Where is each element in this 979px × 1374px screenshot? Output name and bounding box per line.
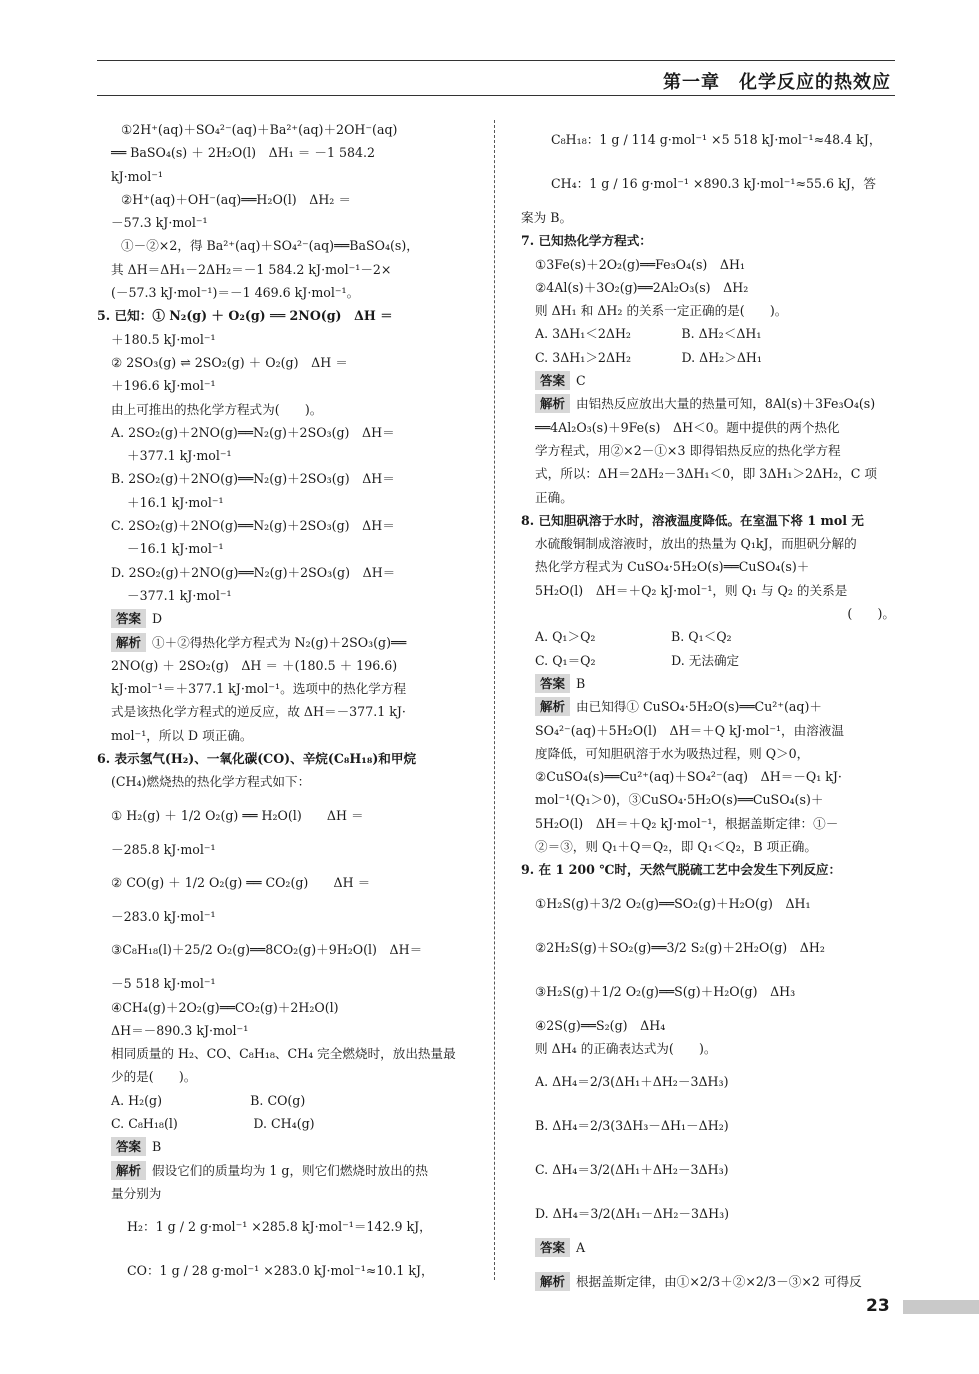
text-line: 热化学方程式为 CuSO₄·5H₂O(s)══CuSO₄(s)＋ <box>535 559 810 575</box>
page-number-bar <box>903 1300 979 1314</box>
equation-3: ③C₈H₁₈(l)＋25/2 O₂(g)══8CO₂(g)＋9H₂O(l) ΔH＝ <box>111 942 423 958</box>
text-line: 式，所以：ΔH＝2ΔH₂－3ΔH₁＜0，即 3ΔH₁＞2ΔH₂，C 项 <box>535 466 878 482</box>
answer-value: C <box>576 373 586 389</box>
text-line: kJ·mol⁻¹＝＋377.1 kJ·mol⁻¹。选项中的热化学方程 <box>111 681 407 697</box>
text-line: kJ·mol⁻¹ <box>111 168 163 184</box>
text-line: ②＝③，则 Q₁＋Q＝Q₂，即 Q₁＜Q₂，B 项正确。 <box>535 839 817 855</box>
calc-c8h18: C₈H₁₈：1 g / 114 g·mol⁻¹ ×5 518 kJ·mol⁻¹≈48.4 kJ， <box>551 132 882 147</box>
text-line: 学方程式，用②×2－①×3 即得铝热反应的热化学方程 <box>535 442 841 458</box>
text-line: ②H⁺(aq)＋OH⁻(aq)══H₂O(l) ΔH₂ ＝ <box>121 191 351 207</box>
answer-row <box>97 1135 481 1158</box>
text-line: (－57.3 kJ·mol⁻¹)＝－1 469.6 kJ·mol⁻¹。 <box>111 285 360 301</box>
answer-value: A <box>576 1240 586 1256</box>
text-line: ②CuSO₄(s)══Cu²⁺(aq)＋SO₄²⁻(aq) ΔH＝－Q₁ kJ· <box>535 769 842 785</box>
options-cd: C. 3ΔH₁＞2ΔH₂ D. ΔH₂＞ΔH₁ <box>535 349 762 365</box>
question-9: 9. 在 1 200 ℃时，天然气脱硫工艺中会发生下列反应： <box>521 862 842 878</box>
text-line: ①2H⁺(aq)＋SO₄²⁻(aq)＋Ba²⁺(aq)＋2OH⁻(aq) <box>121 122 398 137</box>
calc-h2: H₂：1 g / 2 g·mol⁻¹ ×285.8 kJ·mol⁻¹＝142.9 kJ， <box>127 1219 432 1235</box>
text-line: 水硫酸铜制成溶液时，放出的热量为 Q₁kJ，而胆矾分解的 <box>535 536 857 552</box>
answer-value: B <box>576 675 586 691</box>
options-cd: C. Q₁＝Q₂ D. 无法确定 <box>535 652 740 668</box>
text-line: －283.0 kJ·mol⁻¹ <box>111 908 216 924</box>
analysis-row <box>521 695 895 718</box>
header-top-rule <box>97 60 895 61</box>
text-line: －285.8 kJ·mol⁻¹ <box>111 841 216 857</box>
text-line: mol⁻¹(Q₁＞0)，③CuSO₄·5H₂O(s)══CuSO₄(s)＋ <box>535 792 824 808</box>
equation-4: ④2S(g)══S₂(g) ΔH₄ <box>535 1017 666 1033</box>
column-divider <box>494 120 495 1280</box>
option-b: B. 2SO₂(g)＋2NO(g)══N₂(g)＋2SO₃(g) ΔH＝ <box>111 471 395 487</box>
equation-1: ① H₂(g) ＋ 1/2 O₂(g) ══ H₂O(l) ΔH ＝ <box>111 807 364 823</box>
text-line: ②4Al(s)＋3O₂(g)══2Al₂O₃(s) ΔH₂ <box>535 279 749 295</box>
answer-badge: 答案 <box>535 1238 570 1257</box>
options-ab: A. 3ΔH₁＜2ΔH₂ B. ΔH₂＜ΔH₁ <box>535 326 762 342</box>
option-d: D. ΔH₄＝3/2(ΔH₁－ΔH₂－3ΔH₃) <box>535 1206 730 1222</box>
answer-badge: 答案 <box>111 1137 146 1156</box>
option-c: C. 2SO₂(g)＋2NO(g)══N₂(g)＋2SO₃(g) ΔH＝ <box>111 518 395 534</box>
answer-blank: ( )。 <box>847 606 895 622</box>
options-ab: A. H₂(g) B. CO(g) <box>111 1092 306 1108</box>
analysis-text: 由已知得① CuSO₄·5H₂O(s)══Cu²⁺(aq)＋ <box>576 699 822 715</box>
equation-1: ①H₂S(g)＋3/2 O₂(g)══SO₂(g)＋H₂O(g) ΔH₁ <box>535 895 811 911</box>
analysis-badge: 解析 <box>111 633 146 652</box>
equation-4: ④CH₄(g)＋2O₂(g)══CO₂(g)＋2H₂O(l) <box>111 999 339 1015</box>
text-line: 相同质量的 H₂、CO、C₈H₁₈、CH₄ 完全燃烧时，放出热量最 <box>111 1046 456 1062</box>
left-column <box>97 118 481 1293</box>
text-line: 2NO(g) ＋ 2SO₂(g) ΔH ＝ ＋(180.5 ＋ 196.6) <box>111 657 398 673</box>
answer-row <box>521 369 895 392</box>
answer-badge: 答案 <box>535 371 570 390</box>
answer-value: D <box>152 611 163 627</box>
analysis-text: ①＋②得热化学方程式为 N₂(g)＋2SO₃(g)══ <box>152 634 407 650</box>
answer-value: B <box>152 1139 162 1155</box>
analysis-row <box>521 1260 895 1304</box>
page-number: 23 <box>866 1296 890 1316</box>
text-line: ══ BaSO₄(s) ＋ 2H₂O(l) ΔH₁ ＝ －1 584.2 <box>111 145 376 161</box>
analysis-badge: 解析 <box>535 697 570 716</box>
text-line: ＋377.1 kJ·mol⁻¹ <box>127 448 232 464</box>
text-line: 少的是( )。 <box>111 1069 197 1085</box>
question-6: 6. 表示氢气(H₂)、一氧化碳(CO)、辛烷(C₈H₁₈)和甲烷 <box>97 751 417 767</box>
text-line: 正确。 <box>535 489 573 505</box>
equation-3: ③H₂S(g)＋1/2 O₂(g)══S(g)＋H₂O(g) ΔH₃ <box>535 983 796 999</box>
text-line: ＋196.6 kJ·mol⁻¹ <box>111 378 216 394</box>
text-line: 式是该热化学方程式的逆反应，故 ΔH＝－377.1 kJ· <box>111 704 406 720</box>
option-a: A. 2SO₂(g)＋2NO(g)══N₂(g)＋2SO₃(g) ΔH＝ <box>111 424 395 440</box>
calc-co: CO：1 g / 28 g·mol⁻¹ ×283.0 kJ·mol⁻¹≈10.1 kJ， <box>127 1263 434 1279</box>
calc-ch4: CH₄：1 g / 16 g·mol⁻¹ ×890.3 kJ·mol⁻¹≈55.6 kJ，答 <box>551 176 876 191</box>
option-d: D. 2SO₂(g)＋2NO(g)══N₂(g)＋2SO₃(g) ΔH＝ <box>111 564 396 580</box>
option-a: A. ΔH₄＝2/3(ΔH₁＋ΔH₂－3ΔH₃) <box>535 1074 729 1090</box>
answer-row <box>521 1236 895 1259</box>
analysis-text: 假设它们的质量均为 1 g，则它们燃烧时放出的热 <box>152 1162 428 1178</box>
text-line: －5 518 kJ·mol⁻¹ <box>111 976 216 992</box>
option-b: B. ΔH₄＝2/3(3ΔH₃－ΔH₁－ΔH₂) <box>535 1118 729 1134</box>
analysis-row <box>521 392 895 415</box>
analysis-text: 根据盖斯定律，由①×2/3＋②×2/3－③×2 可得反 <box>576 1273 862 1289</box>
options-cd: C. C₈H₁₈(l) D. CH₄(g) <box>111 1115 315 1131</box>
text-line: 其 ΔH＝ΔH₁－2ΔH₂＝－1 584.2 kJ·mol⁻¹－2× <box>111 261 392 277</box>
text-line: ΔH＝－890.3 kJ·mol⁻¹ <box>111 1022 249 1038</box>
analysis-row <box>97 631 481 654</box>
text-line: 案为 B。 <box>521 210 573 225</box>
text-line: (CH₄)燃烧热的热化学方程式如下： <box>111 774 311 790</box>
text-line: 度降低，可知胆矾溶于水为吸热过程，则 Q＞0， <box>535 745 810 761</box>
text-line: －57.3 kJ·mol⁻¹ <box>111 215 208 231</box>
analysis-badge: 解析 <box>535 394 570 413</box>
text-line: ①3Fe(s)＋2O₂(g)══Fe₃O₄(s) ΔH₁ <box>535 256 746 272</box>
text-line: －377.1 kJ·mol⁻¹ <box>127 587 232 603</box>
text-line: －16.1 kJ·mol⁻¹ <box>127 541 224 557</box>
text-line: ＋16.1 kJ·mol⁻¹ <box>127 494 224 510</box>
analysis-badge: 解析 <box>111 1161 146 1180</box>
question-5: 5. 已知：① N₂(g) ＋ O₂(g) ══ 2NO(g) ΔH ＝ <box>97 308 393 324</box>
text-line: 则 ΔH₁ 和 ΔH₂ 的关系一定正确的是( )。 <box>535 303 788 319</box>
answer-row <box>521 672 895 695</box>
analysis-badge: 解析 <box>535 1272 570 1291</box>
answer-row <box>97 607 481 630</box>
text-line: ＋180.5 kJ·mol⁻¹ <box>111 331 216 347</box>
chapter-title: 第一章 化学反应的热效应 <box>663 72 891 93</box>
text-line: 量分别为 <box>111 1185 162 1201</box>
header-bottom-rule <box>97 95 895 96</box>
answer-badge: 答案 <box>111 609 146 628</box>
text-line: ①－②×2，得 Ba²⁺(aq)＋SO₄²⁻(aq)══BaSO₄(s)， <box>121 238 419 254</box>
text-line: 则 ΔH₄ 的正确表达式为( )。 <box>535 1040 717 1056</box>
options-ab: A. Q₁＞Q₂ B. Q₁＜Q₂ <box>535 629 732 645</box>
answer-badge: 答案 <box>535 674 570 693</box>
text-line: 5H₂O(l) ΔH＝＋Q₂ kJ·mol⁻¹，则 Q₁ 与 Q₂ 的关系是 <box>535 582 848 598</box>
text-line: ② 2SO₃(g) ⇌ 2SO₂(g) ＋ O₂(g) ΔH ＝ <box>111 354 348 370</box>
equation-2: ②2H₂S(g)＋SO₂(g)══3/2 S₂(g)＋2H₂O(g) ΔH₂ <box>535 939 825 955</box>
question-8: 8. 已知胆矾溶于水时，溶液温度降低。在室温下将 1 mol 无 <box>521 512 865 528</box>
text-line: 由上可推出的热化学方程式为( )。 <box>111 401 323 417</box>
equation-2: ② CO(g) ＋ 1/2 O₂(g) ══ CO₂(g) ΔH ＝ <box>111 874 371 890</box>
analysis-text: 由铝热反应放出大量的热量可知，8Al(s)＋3Fe₃O₄(s) <box>576 396 876 412</box>
text-line: SO₄²⁻(aq)＋5H₂O(l) ΔH＝＋Q kJ·mol⁻¹，由溶液温 <box>535 722 844 738</box>
question-7: 7. 已知热化学方程式： <box>521 233 652 249</box>
text-line: ══4Al₂O₃(s)＋9Fe(s) ΔH＜0。题中提供的两个热化 <box>535 419 840 435</box>
analysis-row <box>97 1159 481 1182</box>
right-column <box>521 118 895 1304</box>
text-line: mol⁻¹，所以 D 项正确。 <box>111 727 253 743</box>
option-c: C. ΔH₄＝3/2(ΔH₁＋ΔH₂－3ΔH₃) <box>535 1162 729 1178</box>
text-line: 5H₂O(l) ΔH＝＋Q₂ kJ·mol⁻¹，根据盖斯定律：①－ <box>535 815 839 831</box>
